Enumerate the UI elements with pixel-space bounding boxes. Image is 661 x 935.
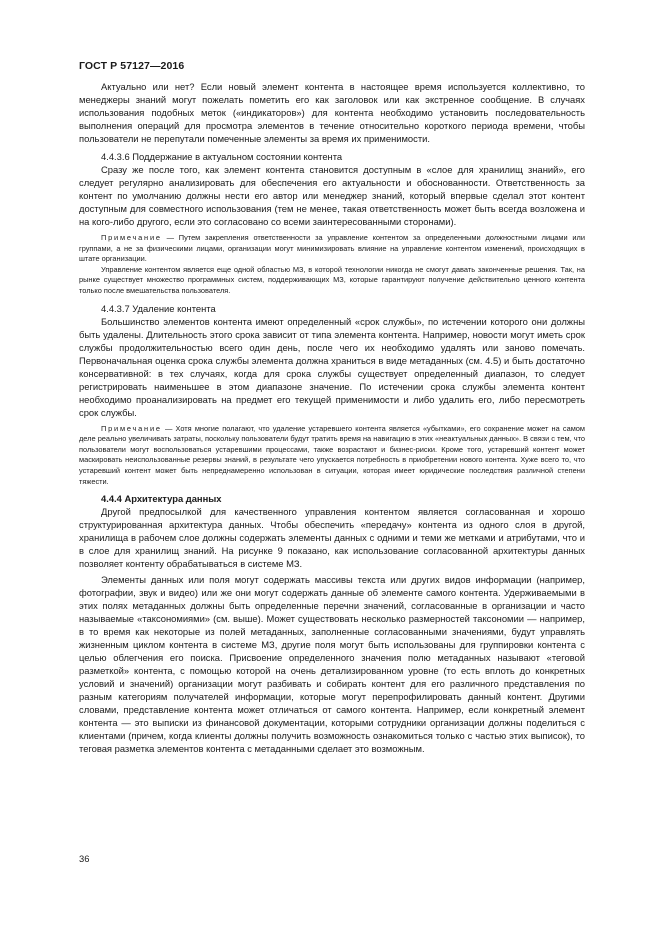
section-4436-heading: 4.4.3.6 Поддержание в актуальном состоянии контента <box>101 151 343 162</box>
intro-paragraph: Актуально или нет? Если новый элемент контента в настоящее время используется коллективно, то менеджеры знаний могут пожелать пометить его как заголовок или как экстренное сообщение. В случаях использования подобных меток («индикаторов») для контента необходимо установить последовательность выполнения операций для просмотра элементов в течение относительно короткого периода времени, чтобы пользователи не перепутали помеченные элементы за время их применимости. <box>79 81 585 144</box>
page-number: 36 <box>79 853 90 864</box>
section-4437-note <box>79 424 585 488</box>
note-text: — Путем закрепления ответственности за управление контентом за определенными должностными лицами или группами, а не за физическими лицами, организации могут минимизировать влияние на управление контентом изменений, происходящих в штате организации. <box>79 233 585 264</box>
section-444-paragraph-1: Другой предпосылкой для качественного управления контентом является согласованная и хорошо структурированная архитектура данных. Чтобы обеспечить «передачу» контента из одного слоя в другой, хранилища в рабочем слое должны содержать элементы данных с одними и теми же метками и атрибутами, что и в слое для хранилищ знаний. На рисунке 9 показано, как использование согласованной архитектуры данных позволяет контенту обрабатываться в системе МЗ. <box>79 506 585 570</box>
section-4437-heading: 4.4.3.7 Удаление контента <box>101 302 216 314</box>
document-body <box>79 80 585 755</box>
note-label: Примечание <box>101 233 162 242</box>
note-text: — Хотя многие полагают, что удаление устаревшего контента является «убытками», его сохранение может на самом деле реально увеличивать затраты, поскольку пользователи будут тратить время на навигацию в этих «неактуальных данных». В связи с тем, что пользователи могут воспользоваться устаревшими процессами, также возрастают и бизнес-риски. Кроме того, устаревший контент может маскировать неиспользованные резервы знаний, в результате чего упускается потребность в приобретении нового контента. Хуже всего то, что устаревший контент может быть непреднамеренно использован в ситуации, которая имеет юридические последствия различной степени тяжести. <box>79 423 585 486</box>
section-4437-paragraph: Большинство элементов контента имеют определенный «срок службы», по истечении которого они должны быть удалены. Длительность этого срока зависит от типа элемента контента. Например, новости могут иметь срок службы продолжительностью всего один день, после чего их необходимо удалять или заново помечать. Первоначальная оценка срока службы элемента должна храниться в виде метаданных (см. 4.5) и быть достаточно консервативной: в тех случаях, когда для срока службы существует определенный диапазон, то следует регистрировать наименьшее в этом диапазоне значение. По истечении срока службы элемента контент необходимо проанализировать на предмет его текущей применимости и либо удалить его, либо пересмотреть срок службы. <box>79 315 585 418</box>
note-label: Примечание <box>101 423 162 433</box>
section-4436-paragraph: Сразу же после того, как элемент контента становится доступным в «слое для хранилищ знаний», его следует регулярно анализировать для обеспечения его актуальности и обоснованности. Ответственность за контент по умолчанию должны нести его автор или менеджер знаний, который впервые сделал этот контент доступным для совместного использования (тем не менее, такая ответственность может быть всегда возложена и на кого-либо другого, если это согласовано со всеми заинтересованными сторонами). <box>79 164 585 227</box>
section-4436-note-continued: Управление контентом является еще одной областью МЗ, в которой технологии никогда не смогут давать законченные решения. Так, на рынке существует множество программных систем, поддерживающих МЗ, которые гарантируют получение действительно ценного контента только после вмешательства пользователя. <box>79 264 585 295</box>
section-444-paragraph-2: Элементы данных или поля могут содержать массивы текста или других видов информации (например, фотографии, звук и видео) или же они могут содержать данные об элементе самого контента. Удерживаемыми в этих полях метаданных должны быть определенные перечни значений, согласованные в организации и часто называемые «таксономиями» (см. выше). Может существовать несколько размерностей таксономии — например, в то время как некоторые из полей метаданных, заполненные согласованными значениями, будут управлять жизненным циклом контента в системе МЗ, другие поля могут быть использованы для группировки контента с целью облегчения его поиска. Присвоение определенного значения полю метаданных называют «теговой разметкой» контента, с помощью которой на очень детализированном уровне (то есть вплоть до конкретных условий и значений) организации могут разбивать и собирать контент для его различного представления по разным категориям получателей информации, которые могут перепрофилировать данный контент. Другими словами, представление контента может отличаться от самого контента. Например, если конкретный элемент контента — это выписки из финансовой документации, которыми сотрудники организации должны поделиться с клиентами (причем, когда клиенты должны получить возможность ознакомиться только с частью этих выписок), то теговая разметка элементов контента с метаданными сделает это возможным. <box>79 574 585 755</box>
section-444-heading: 4.4.4 Архитектура данных <box>101 493 222 505</box>
section-4436-note <box>79 233 585 265</box>
document-header: ГОСТ Р 57127—2016 <box>79 60 185 72</box>
